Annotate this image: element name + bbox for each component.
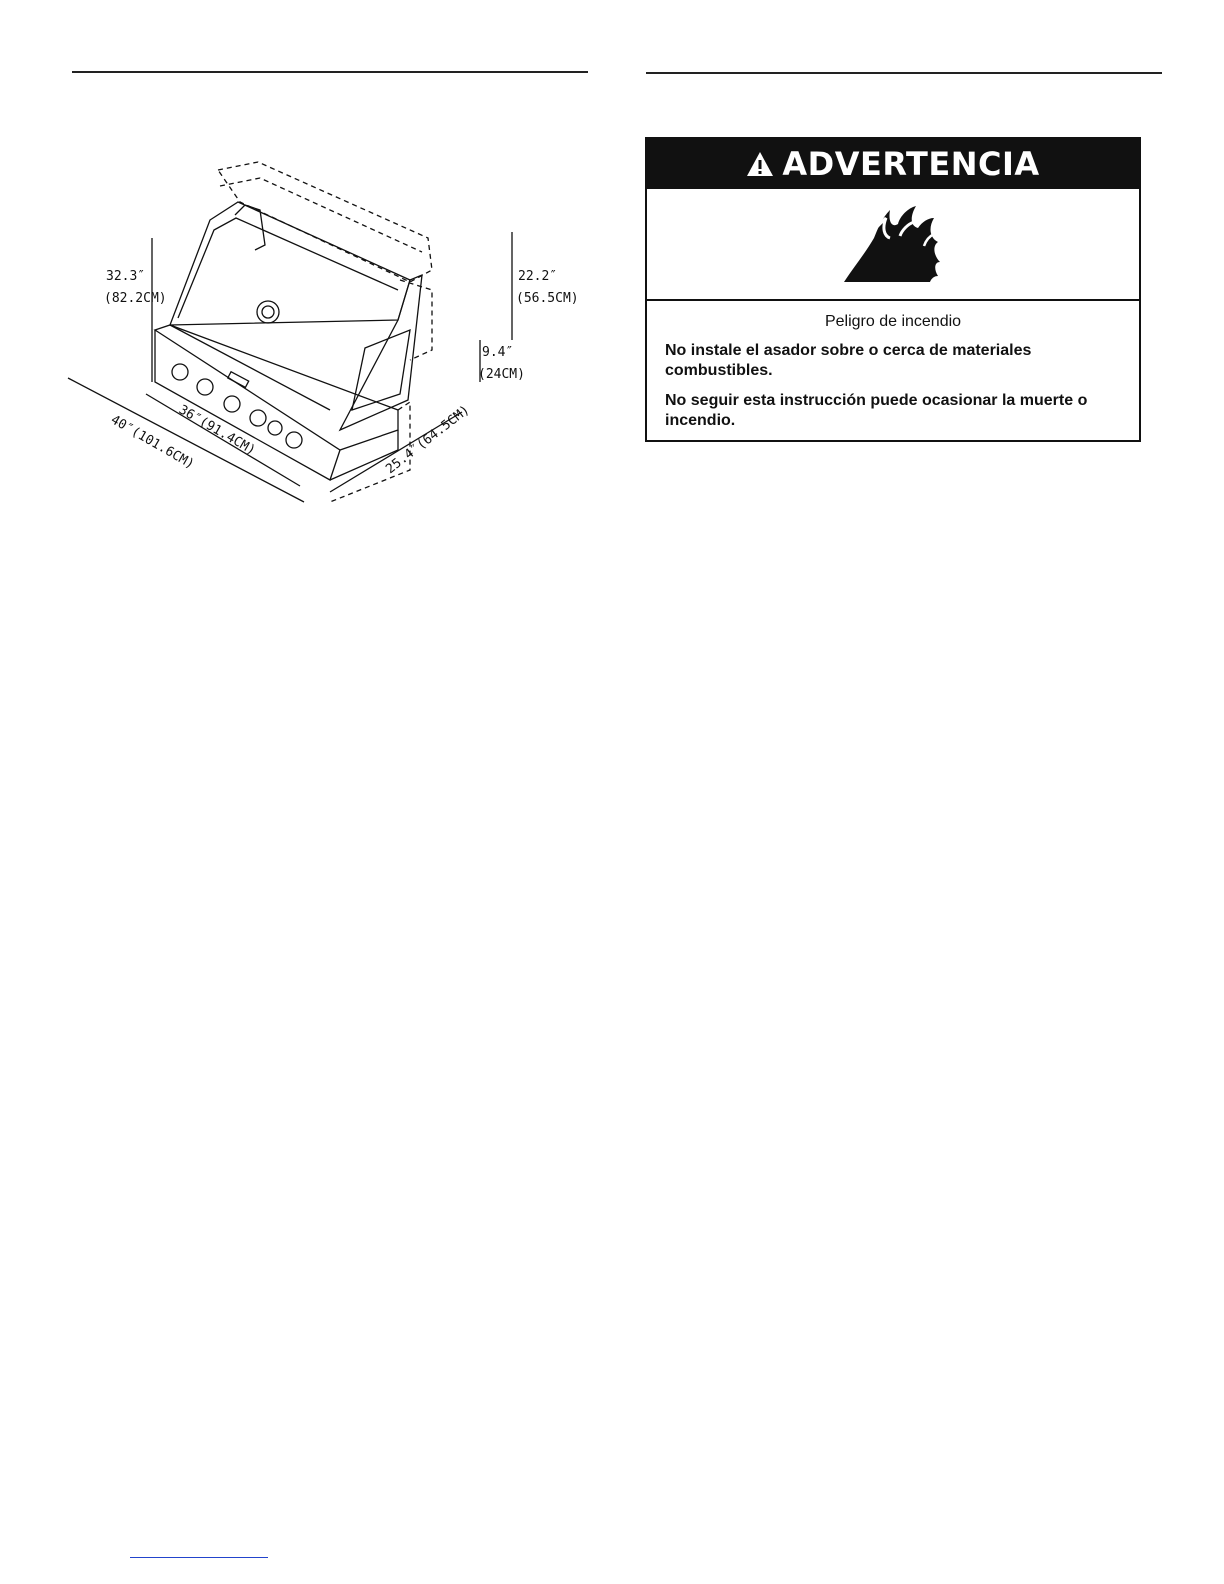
hood-height-metric: (56.5CM) — [516, 291, 579, 306]
cutout-width-label: 36″(91.4CM) — [176, 402, 259, 459]
warning-instruction: No instale el asador sobre o cerca de materiales combustibles. — [665, 342, 1032, 379]
alert-triangle-icon — [746, 150, 774, 178]
warning-title: ADVERTENCIA — [782, 145, 1040, 183]
depth-label: 25.4″(64.5CM) — [383, 402, 473, 478]
warning-header — [647, 139, 1139, 189]
fire-symbol-area — [647, 189, 1139, 301]
hazard-title: Peligro de incendio — [824, 313, 962, 330]
total-height-metric: (82.2CM) — [104, 291, 167, 306]
grill-dimensions-diagram — [60, 150, 600, 510]
base-height-imperial: 9.4″ — [482, 345, 514, 360]
warning-consequence: No seguir esta instrucción puede ocasionar la muerte o incendio. — [665, 392, 1088, 429]
hood-height-imperial: 22.2″ — [518, 269, 558, 284]
warning-box — [645, 137, 1141, 442]
fire-icon — [838, 202, 948, 286]
section-divider-right — [646, 72, 1162, 74]
total-height-imperial: 32.3″ — [106, 269, 146, 284]
footer-underline — [130, 1557, 268, 1558]
section-divider-left — [72, 71, 588, 73]
base-height-metric: (24CM) — [478, 367, 525, 382]
overall-width-label: 40″(101.6CM) — [108, 412, 197, 473]
warning-body — [647, 301, 1139, 431]
